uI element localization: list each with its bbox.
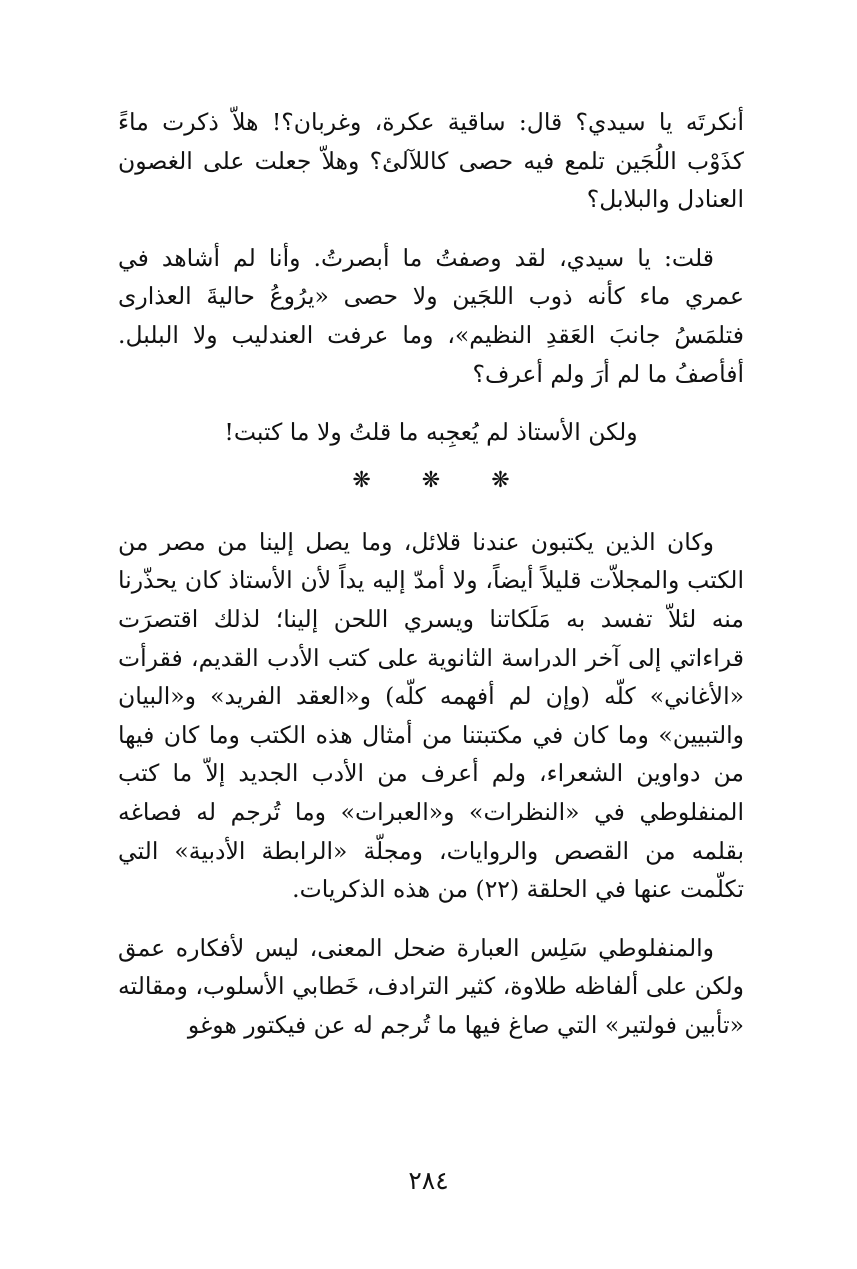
paragraph-2: قلت: يا سيدي، لقد وصفتُ ما أبصرتُ. وأنا لم أشاهد في عمري ماء كأنه ذوب اللجَين ولا حصى «يرُوعُ حاليةَ العذارى فتلمَسُ جانبَ العَقدِ النظيم»، وما عرفت العندليب ولا البلبل. أفأصفُ ما لم أرَ ولم أعرف؟ [118, 243, 744, 388]
section-separator: ❋ ❋ ❋ [352, 467, 532, 493]
paragraph-4: وكان الذين يكتبون عندنا قلائل، وما يصل إلينا من مصر من الكتب والمجلاّت قليلاً أيضاً، ولا أمدّ إليه يداً لأن الأستاذ كان يحذّرنا منه لئلاّ تفسد به مَلَكاتنا ويسري اللحن إلينا؛ لذلك اقتصرَت قراءاتي إلى آخر الدراسة الثانوية على كتب الأدب القديم، فقرأت «الأغاني» كلّه (وإن لم أفهمه كلّه) و«العقد الفريد» و«البيان والتبيين» وما كان في مكتبتنا من أمثال هذه الكتب وما كان فيها من دواوين الشعراء، ولم أعرف من الأدب الجديد إلاّ ما كتب المنفلوطي في «النظرات» و«العبرات» وما تُرجم له فصاغه بقلمه من القصص والروايات، ومجلّة «الرابطة الأدبية» التي تكلّمت عنها في الحلقة (٢٢) من هذه الذكريات. [118, 527, 744, 904]
page-number: ٢٨٤ [408, 1166, 449, 1195]
paragraph-3: ولكن الأستاذ لم يُعجِبه ما قلتُ ولا ما كتبت! [224, 418, 638, 447]
paragraph-1: أنكرتَه يا سيدي؟ قال: ساقية عكرة، وغربان؟! هلاّ ذكرت ماءً كذَوْب اللُجَين تلمع فيه حصى كاللآلئ؟ وهلاّ جعلت على الغصون العنادل والبلابل؟ [118, 108, 744, 214]
page-body [118, 103, 744, 1044]
paragraph-5: والمنفلوطي سَلِس العبارة ضحل المعنى، ليس لأفكاره عمق ولكن على ألفاظه طلاوة، كثير الترادف، خَطابي الأسلوب، ومقالته «تأبين فولتير» التي صاغ فيها ما تُرجم له عن فيكتور هوغو [118, 933, 744, 1039]
